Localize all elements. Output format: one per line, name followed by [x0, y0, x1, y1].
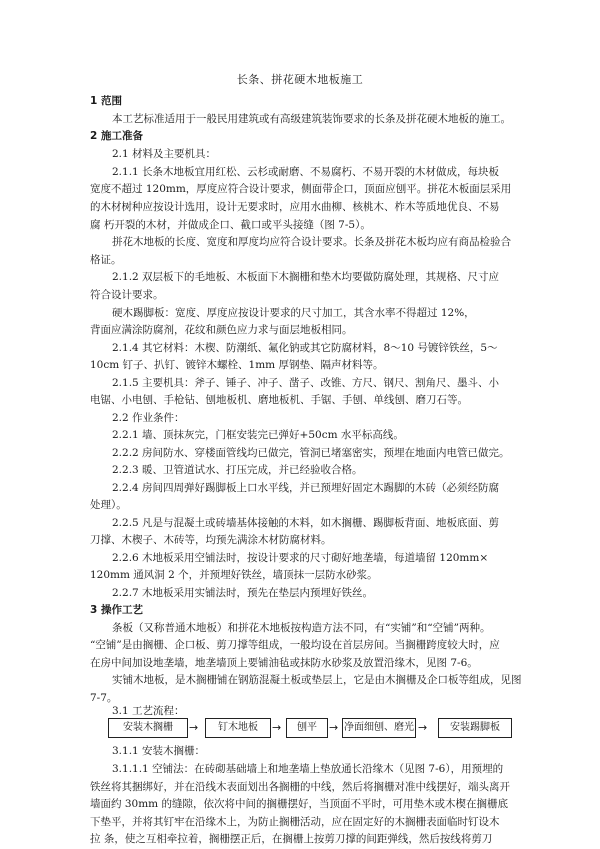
paragraph-line: 背面应满涂防腐剂，花纹和颜色应力求与面层地板相同。: [90, 324, 353, 336]
paragraph-line: 2.1.5 主要机具：斧子、锤子、冲子、凿子、改锥、方尺、钢尺、割角尺、墨斗、小: [112, 377, 500, 389]
paragraph-line: “空铺”是由搁栅、企口板、剪刀撑等组成，一般均设在首层房间。当搁栅跨度较大时，应: [90, 639, 500, 651]
section-heading-scope: 1 范围: [90, 95, 122, 107]
paragraph-line: 处理）。: [90, 499, 127, 511]
paragraph-line: 2.2.3 暖、卫管道试水、打压完成，并已经验收合格。: [112, 464, 363, 476]
paragraph-line: 10cm 钉子、扒钉、镀锌木螺栓、1mm 厚钢垫、隔声材料等。: [90, 359, 384, 371]
paragraph-line: 下垫平，并将其钉牢在沿缘木上，为防止搁栅活动，应在固定好的木搁栅表面临时钉设木: [90, 816, 500, 828]
paragraph-line: 2.1 材料及主要机具：: [112, 148, 217, 160]
paragraph-line: 硬木踢脚板：宽度、厚度应按设计要求的尺寸加工，其含水率不得超过 12%，: [112, 307, 475, 319]
paragraph-line: 条板（又称普通木地板）和拼花木地板按构造方法不同，有“实铺”和“空铺”两种。: [112, 622, 491, 634]
paragraph-line: 本工艺标准适用于一般民用建筑或有高级建筑装饰要求的长条及拼花硬木地板的施工。: [112, 113, 511, 125]
paragraph-line: 宽度不超过 120mm，厚度应符合设计要求，侧面带企口，顶面应刨平。拼花木板面层采用: [90, 183, 512, 195]
paragraph-line: 3.1 工艺流程：: [112, 705, 185, 717]
flow-step-fine-plane-polish: 净面细刨、磨光: [342, 718, 416, 738]
paragraph-line: 120mm 通风洞 2 个，并预埋好铁丝，墙顶抹一层防水砂浆。: [90, 569, 378, 581]
paragraph-line: 3.1.1.1 空铺法：在砖砌基础墙上和地垄墙上垫放通长沿缘木（见图 7-6），用预埋的: [112, 763, 504, 775]
paragraph-line: 电锯、小电刨、手枪钻、刨地板机、磨地板机、手锯、手刨、单线刨、磨刀石等。: [90, 394, 468, 406]
paragraph-line: 2.2.1 墙、顶抹灰完，门框安装完已弹好+50cm 水平标高线。: [112, 429, 404, 441]
paragraph-line: 2.2 作业条件：: [112, 412, 185, 424]
paragraph-line: 符合设计要求。: [90, 289, 164, 301]
paragraph-line: 墙面约 30mm 的缝隙，依次将中间的搁栅摆好，当顶面不平时，可用垫木或木楔在搁栅底: [90, 798, 508, 810]
flow-arrow-icon: →: [329, 721, 339, 734]
flow-step-plane: 刨平: [286, 718, 328, 738]
paragraph-line: 腐 朽开裂的木材，并做成企口、截口或平头接缝（图 7-5）。: [90, 219, 371, 231]
paragraph-line: 拉 条，使之互相牵拉着，搁栅摆正后，在搁栅上按剪刀撑的间距弹线，然后按线将剪刀: [90, 833, 493, 845]
paragraph-line: 刀撑、木楔子、木砖等，均预先满涂木材防腐材料。: [90, 534, 332, 546]
paragraph-line: 2.1.2 双层板下的毛地板、木板面下木搁栅和垫木均要做防腐处理，其规格、尺寸应: [112, 271, 500, 283]
paragraph-line: 2.2.2 房间防水、穿楼面管线均已做完，管洞已堵塞密实，预埋在地面内电管已做完。: [112, 447, 510, 459]
paragraph-line: 2.2.4 房间四周弹好踢脚板上口水平线，并已预埋好固定木踢脚的木砖（必须经防腐: [112, 482, 500, 494]
paragraph-line: 在房中间加设地垄墙，地垄墙顶上要铺油毡或抹防水砂浆及放置沿缘木，见图 7-6。: [90, 657, 478, 669]
paragraph-line: 3.1.1 安装木搁栅：: [112, 745, 206, 757]
document-title: 长条、拼花硬木地板施工: [236, 73, 364, 86]
paragraph-line: 7-7。: [90, 692, 118, 704]
flow-arrow-icon: →: [189, 721, 199, 734]
paragraph-line: 2.1.1 长条木地板宜用红松、云杉或耐磨、不易腐朽、不易开裂的木材做成，每块板: [112, 166, 500, 178]
paragraph-line: 2.2.6 木地板采用空铺法时，按设计要求的尺寸砌好地垄墙，每道墙留 120mm×: [112, 552, 489, 564]
paragraph-line: 格证。: [90, 254, 122, 266]
section-heading-process: 3 操作工艺: [90, 604, 143, 616]
paragraph-line: 2.2.5 凡是与混凝土或砖墙基体接触的木料，如木搁栅、踢脚板背面、地板底面、剪: [112, 517, 500, 529]
flow-step-install-joists: 安装木搁栅: [108, 718, 188, 738]
flow-arrow-icon: →: [272, 721, 282, 734]
flow-step-install-skirting: 安装踢脚板: [438, 718, 512, 738]
flow-arrow-icon: →: [418, 721, 428, 734]
paragraph-line: 2.1.4 其它材料：木楔、防潮纸、氟化钠或其它防腐材料，8～10 号镀锌铁丝，5～: [112, 342, 498, 354]
paragraph-line: 铁丝将其捆绑好，并在沿线木表面划出各搁栅的中线，然后将搁栅对准中线摆好，端头离开: [90, 781, 510, 793]
section-heading-preparation: 2 施工准备: [90, 130, 143, 142]
paragraph-line: 的木材树种应按设计选用，设计无要求时，应用水曲柳、核桃木、柞木等质地优良、不易: [90, 201, 500, 213]
paragraph-line: 实铺木地板，是木搁栅铺在钢筋混凝土板或垫层上，它是由木搁栅及企口板等组成，见图: [112, 674, 522, 686]
paragraph-line: 拼花木地板的长度、宽度和厚度均应符合设计要求。长条及拼花木板均应有商品检验合: [112, 236, 511, 248]
flow-step-nail-boards: 钉木地板: [205, 718, 271, 738]
paragraph-line: 2.2.7 木地板采用实铺法时，预先在垫层内预埋好铁丝。: [112, 587, 374, 599]
process-flow-diagram: [0, 718, 600, 742]
